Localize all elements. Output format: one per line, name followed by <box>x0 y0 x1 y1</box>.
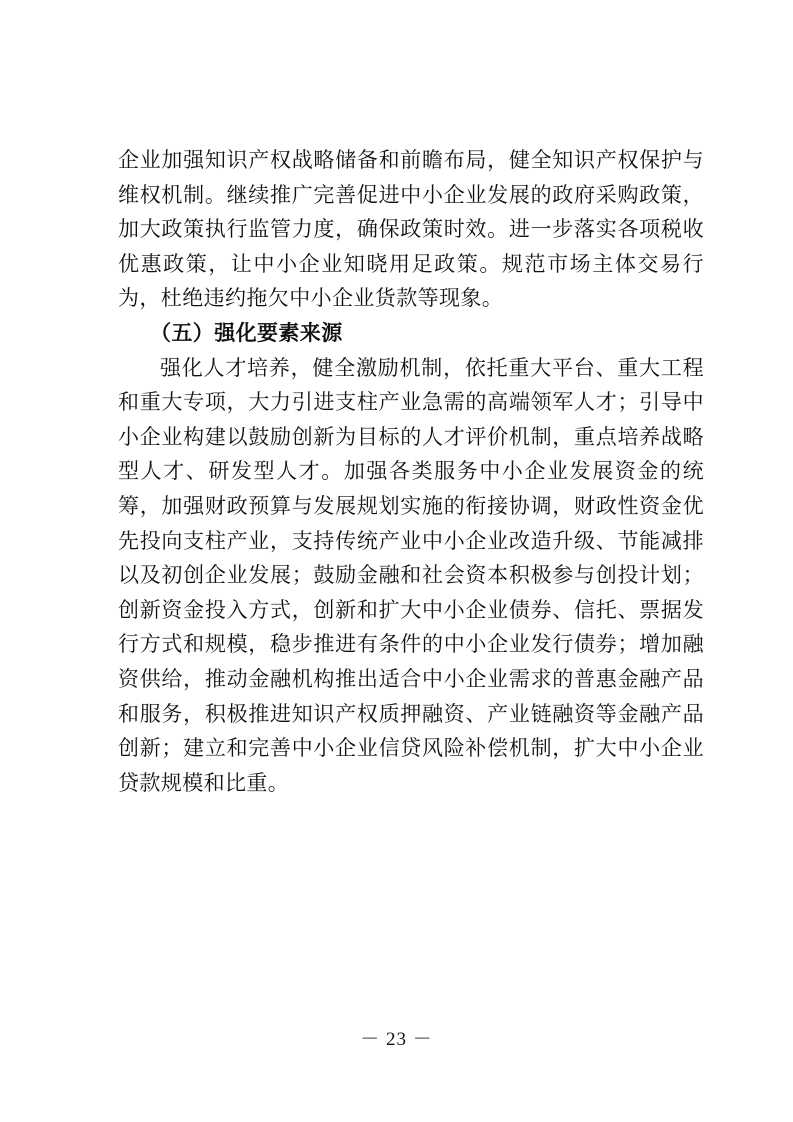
section-heading: （五）强化要素来源 <box>150 319 343 345</box>
body-paragraph: 强化人才培养，健全激励机制，依托重大平台、重大工程和重大专项，大力引进支柱产业急需的高端领军人才；引导中小企业构建以鼓励创新为目标的人才评价机制，重点培养战略型人才、研发型人才。加强各类服务中小企业发展资金的统筹，加强财政预算与发展规划实施的衔接协调，财政性资金优先投向支柱产业，支持传统产业中小企业改造升级、节能减排以及初创企业发展；鼓励金融和社会资本积极参与创投计划；创新资金投入方式，创新和扩大中小企业债券、信托、票据发行方式和规模，稳步推进有条件的中小企业发行债券；增加融资供给，推动金融机构推出适合中小企业需求的普惠金融产品和服务，积极推进知识产权质押融资、产业链融资等金融产品创新；建立和完善中小企业信贷风险补偿机制，扩大中小企业贷款规模和比重。 <box>118 355 704 795</box>
document-body <box>118 143 704 800</box>
body-paragraph-continuation: 企业加强知识产权战略储备和前瞻布局，健全知识产权保护与维权机制。继续推广完善促进中小企业发展的政府采购政策，加大政策执行监管力度，确保政策时效。进一步落实各项税收优惠政策，让中小企业知晓用足政策。规范市场主体交易行为，杜绝违约拖欠中小企业货款等现象。 <box>118 148 704 311</box>
page-number: － 23 － <box>360 1029 433 1050</box>
